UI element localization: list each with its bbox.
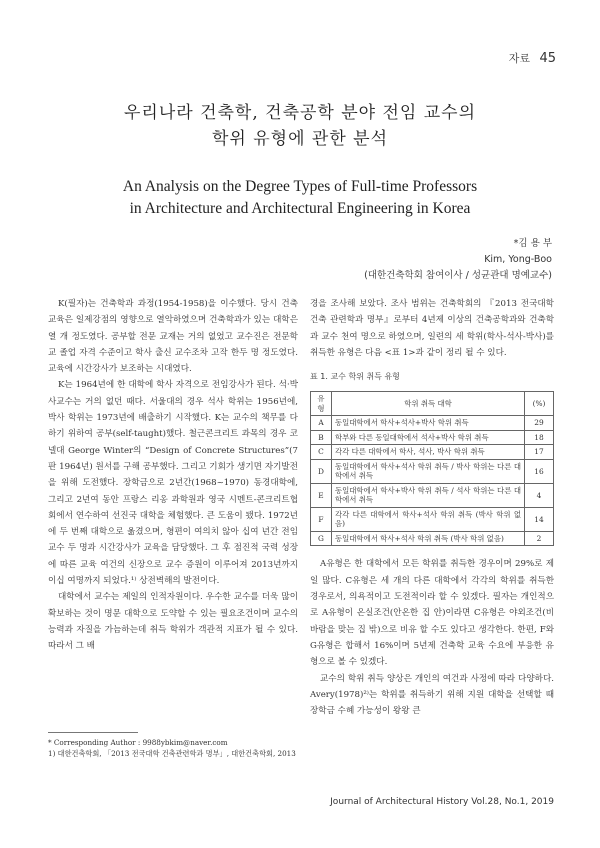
table-row (311, 430, 554, 445)
row-description: 동일대학에서 학사+박사 학위 취득 / 석사 학위는 다른 대학에서 취득 (332, 483, 525, 507)
footnotes (48, 732, 298, 759)
table-header-percent: (%) (525, 392, 554, 416)
row-description: 동일대학에서 학사+석사 학위 취득 / 박사 학위는 다른 대학에서 취득 (332, 459, 525, 483)
body-paragraph: 교수의 학위 취득 양상은 개인의 여건과 사정에 따라 다양하다. Avery(1978)²⁾는 학위를 취득하기 위해 지원 대학을 선택할 때 장학금 수혜 가능성이 왕왕 큰 (310, 673, 554, 717)
row-percent: 17 (525, 445, 554, 460)
body-paragraph: A유형은 한 대학에서 모든 학위를 취득한 경우이며 29%로 제일 많다. C유형은 세 개의 다른 대학에서 각각의 학위를 취득한 경우로서, 의욕적이고 도전적이라 할 수 있겠다. 필자는 개인적으로 A유형이 온실조건(안온한 집 안)이라면 C유형은 야외조건(비바람을 맞는 집 밖)으로 비유 할 수도 있다고 생각한다. 한편, F와 G유형은 합해서 16%이며 5년제 건축학 교육 수요에 부응한 유형으로 볼 수 있겠다. (310, 559, 554, 668)
body-paragraph: K(필자)는 건축학과 과정(1954-1958)을 이수했다. 당시 건축교육은 일제강점의 영향으로 열악하였으며 건축학과가 있는 대학은 열 개 정도였다. 공부할 전문 교재는 거의 없었고 교수진은 전문학교 졸업 자격 수준이고 학사 출신 교수조차 고작 한두 명 정도였다. 교육에 시간강사가 보조하는 시대였다. (48, 299, 298, 375)
row-description: 동일대학에서 학사+석사 학위 취득 (박사 학위 없음) (332, 531, 525, 546)
body-paragraph: 대학에서 교수는 제일의 인적자원이다. 우수한 교수를 더욱 많이 확보하는 것이 명문 대학으로 도약할 수 있는 필요조건이며 교수의 능력과 자질을 가늠하는데 취득 학위가 객관적 지표가 될 수 있다. 따라서 그 배 (48, 592, 298, 652)
left-column (48, 296, 298, 655)
table-row (311, 531, 554, 546)
page-header (509, 50, 556, 66)
row-percent: 14 (525, 507, 554, 531)
row-percent: 29 (525, 416, 554, 431)
row-description: 학부와 다른 동일대학에서 석사+박사 학위 취득 (332, 430, 525, 445)
row-type: B (311, 430, 332, 445)
corresponding-author-note: * Corresponding Author : 9988ybkim@naver.com (48, 738, 228, 747)
author-block (364, 236, 552, 284)
row-type: F (311, 507, 332, 531)
footnote-divider (48, 732, 138, 733)
row-description: 각각 다른 대학에서 학사, 석사, 박사 학위 취득 (332, 445, 525, 460)
row-description: 각각 다른 대학에서 학사+석사 학위 취득 (박사 학위 없음) (332, 507, 525, 531)
row-type: C (311, 445, 332, 460)
table-row (311, 445, 554, 460)
journal-footer: Journal of Architectural History Vol.28, No.1, 2019 (330, 797, 554, 807)
author-name-english: Kim, Yong-Boo (484, 254, 552, 265)
row-type: A (311, 416, 332, 431)
author-affiliation: (대한건축학회 참여이사 / 성균관대 명예교수) (364, 270, 552, 281)
row-percent: 2 (525, 531, 554, 546)
degree-type-table (310, 391, 554, 546)
section-label: 자료 (508, 52, 530, 65)
table-row (311, 459, 554, 483)
page-number: 45 (539, 51, 556, 66)
table-row (311, 483, 554, 507)
author-name-korean: *김 용 부 (513, 238, 552, 249)
table-row (311, 416, 554, 431)
row-percent: 18 (525, 430, 554, 445)
body-paragraph: K는 1964년에 한 대학에 학사 자격으로 전임강사가 된다. 석·박사교수는 거의 없던 때다. 서울대의 경우 석사 학위는 1956년에, 박사 학위는 1973년에 배출하기 시작했다. K는 교수의 책무를 다하기 위하여 공부(self-taught)했다. 철근콘크리트 과목의 경우 코넬대 George Winter의 “Design of Concrete Structures”(7판 1964년) 원서를 구해 공부했다. 그리고 기회가 생기면 자기발전을 위해 도전했다. 장학금으로 2년간(1968~1970) 동경대학에, 그리고 2년여 동안 프랑스 리옹 과학원과 영국 시멘트-콘크리트협회에서 연수하여 선진국 대학을 체험했다. 큰 도움이 됐다. 1972년에 두 번째 대학으로 옮겼으며, 형편이 여의치 않아 십여 년간 전임교수 두 명과 시간강사가 교육을 담당했다. 그 후 점진적 국력 성장에 따른 교육 여건의 신장으로 교수 증원이 이루어져 2013년까지 이십 여명까지 되었다.¹⁾ 상전벽해의 발전이다. (48, 380, 298, 587)
row-type: E (311, 483, 332, 507)
footnote-1: 1) 대한건축학회, 「2013 전국대학 건축관련학과 명부」, 대한건축학회, 2013 (48, 749, 296, 758)
table-header-row (311, 392, 554, 416)
row-type: G (311, 531, 332, 546)
row-description: 동일대학에서 학사+석사+박사 학위 취득 (332, 416, 525, 431)
title-english-line-1: An Analysis on the Degree Types of Full-time Professors (122, 178, 478, 195)
title-korean-line-2: 학위 유형에 관한 분석 (211, 129, 388, 149)
row-percent: 4 (525, 483, 554, 507)
title-english (0, 176, 600, 220)
right-column (310, 296, 554, 719)
title-english-line-2: in Architecture and Architectural Engineering in Korea (129, 200, 471, 217)
row-percent: 16 (525, 459, 554, 483)
title-korean-line-1: 우리나라 건축학, 건축공학 분야 전임 교수의 (123, 103, 477, 123)
table-header-university: 학위 취득 대학 (332, 392, 525, 416)
table-row (311, 507, 554, 531)
row-type: D (311, 459, 332, 483)
body-paragraph: 경을 조사해 보았다. 조사 범위는 건축학회의 『2013 전국대학 건축 관련학과 명부』로부터 4년제 이상의 건축공학과와 건축학과 교수 천여 명으로 하였으며, 일련의 세 학위(학사-석사-박사)를 취득한 유형은 다음 <표 1>과 같이 정리 될 수 있다. (310, 299, 554, 358)
table-caption: 표 1. 교수 학위 취득 유형 (310, 372, 400, 382)
title-korean (0, 100, 600, 152)
table-header-type: 유형 (311, 392, 332, 416)
